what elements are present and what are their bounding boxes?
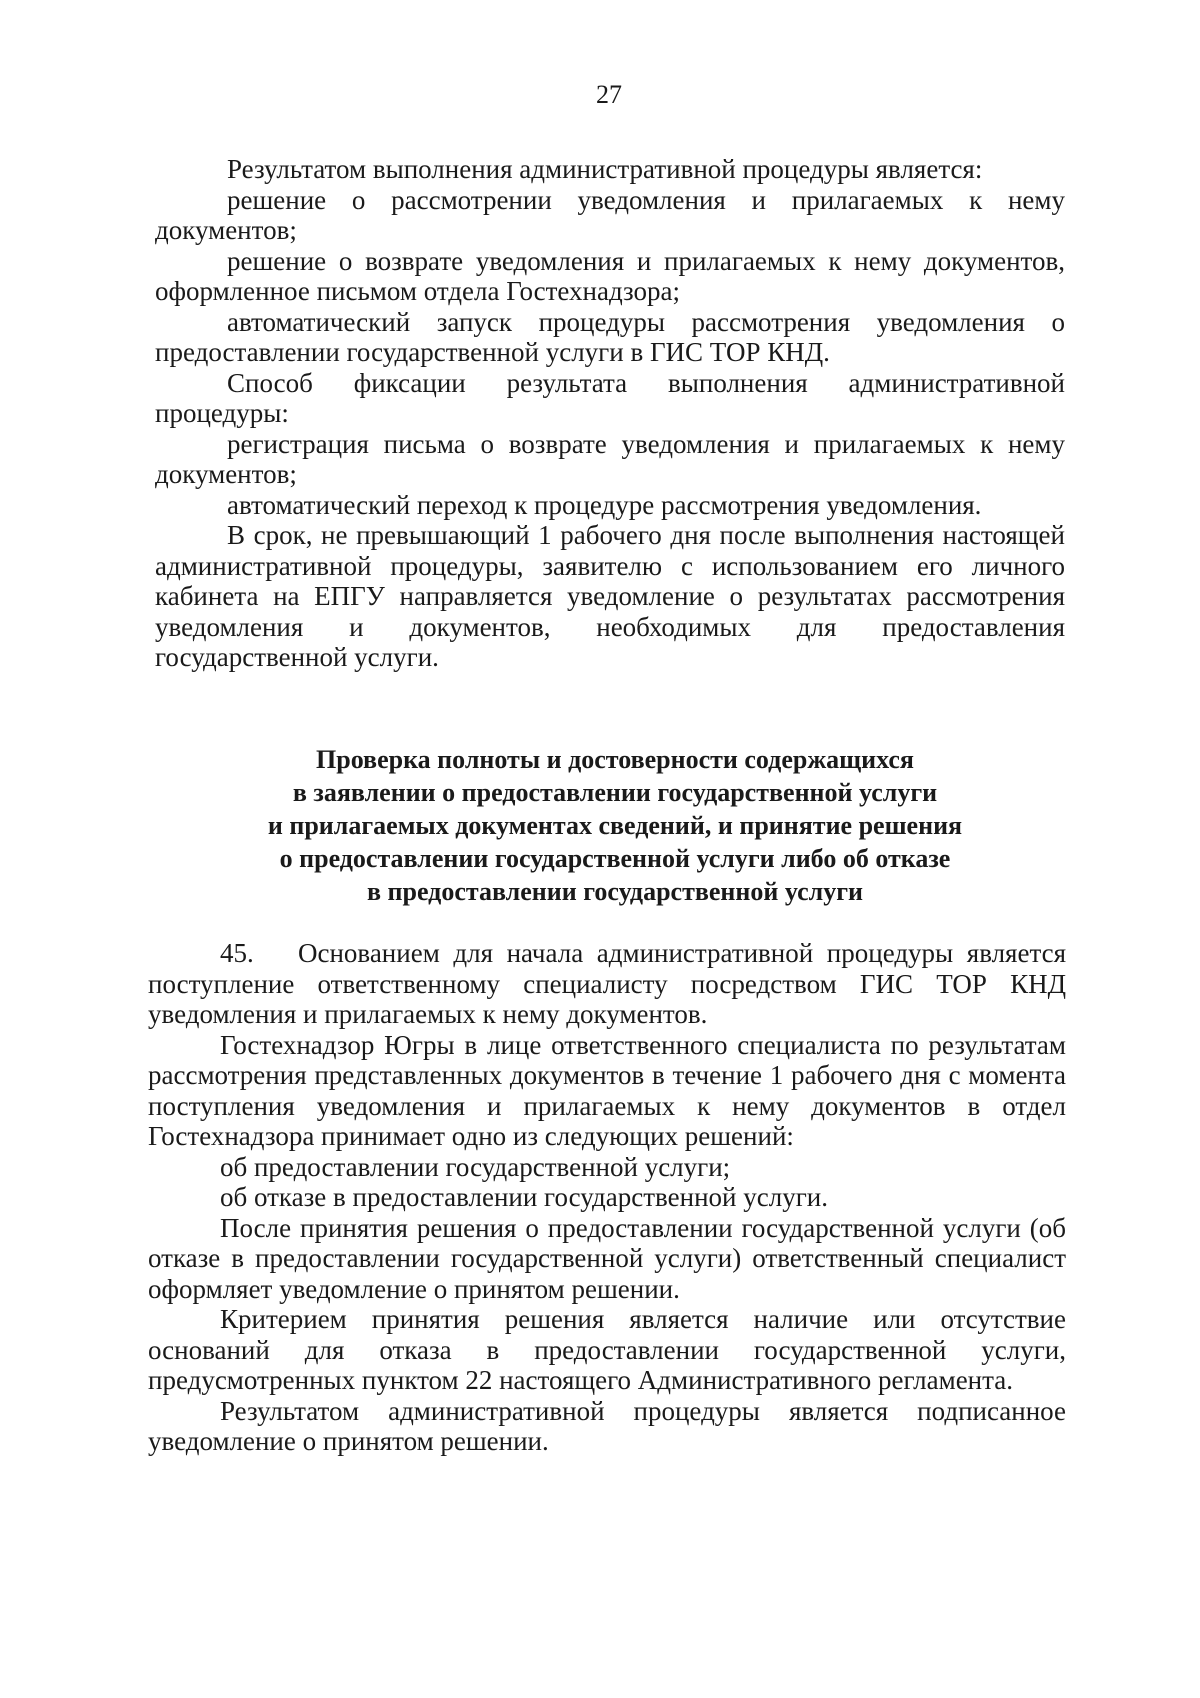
paragraph: автоматический переход к процедуре рассмотрения уведомления.	[227, 489, 982, 520]
paragraph: решение о возврате уведомления и прилагаемых к нему документов, оформленное письмом отдела Гостехнадзора;	[155, 245, 1065, 306]
paragraph: Критерием принятия решения является наличие или отсутствие оснований для отказа в предоставлении государственной услуги, предусмотренных пунктом 22 настоящего Административного регламента.	[148, 1304, 1066, 1395]
page-number: 27	[596, 80, 622, 109]
paragraph: В срок, не превышающий 1 рабочего дня после выполнения настоящей административной процедуры, заявителю с использованием его личного кабинета на ЕПГУ направляется уведомление о результатах рассмотрения уведомления и документов, необходимых для предоставления государственной услуги.	[155, 520, 1065, 672]
paragraph: Результатом выполнения административной процедуры является:	[227, 154, 983, 184]
paragraph: регистрация письма о возврате уведомления и прилагаемых к нему документов;	[155, 428, 1065, 489]
paragraph: Результатом административной процедуры является подписанное уведомление о принятом решении.	[148, 1395, 1066, 1456]
section-title-line: о предоставлении государственной услуги либо об отказе	[279, 844, 951, 873]
section-title-line: в заявлении о предоставлении государственной услуги	[292, 778, 938, 807]
paragraph: Способ фиксации результата выполнения административной процедуры:	[155, 367, 1065, 428]
paragraph: об отказе в предоставлении государственной услуги.	[220, 1182, 828, 1212]
paragraph: решение о рассмотрении уведомления и прилагаемых к нему документов;	[155, 184, 1065, 245]
clause-number: 45.	[220, 938, 254, 968]
paragraph: После принятия решения о предоставлении государственной услуги (об отказе в предоставлении государственной услуги) ответственный специалист оформляет уведомление о принятом решении.	[148, 1212, 1066, 1304]
clause-paragraph	[148, 938, 1066, 1030]
paragraph: автоматический запуск процедуры рассмотрения уведомления о предоставлении государственной услуги в ГИС ТОР КНД.	[155, 306, 1065, 367]
paragraph: об предоставлении государственной услуги;	[220, 1151, 731, 1182]
section-title-line: и прилагаемых документах сведений, и принятие решения	[267, 811, 963, 840]
paragraph: Гостехнадзор Югры в лице ответственного специалиста по результатам рассмотрения представленных документов в течение 1 рабочего дня с момента поступления уведомления и прилагаемых к нему документов в отдел Гостехнадзора принимает одно из следующих решений:	[148, 1029, 1066, 1151]
body-text-top	[155, 154, 1065, 673]
clause-text: Основанием для начала административной процедуры является поступление ответственному специалисту посредством ГИС ТОР КНД уведомления и прилагаемых к нему документов.	[148, 938, 1066, 1029]
section-title	[155, 743, 1075, 908]
body-text-bottom	[148, 938, 1066, 1457]
section-title-line: Проверка полноты и достоверности содержащихся	[316, 745, 914, 774]
section-title-line: в предоставлении государственной услуги	[366, 877, 863, 906]
